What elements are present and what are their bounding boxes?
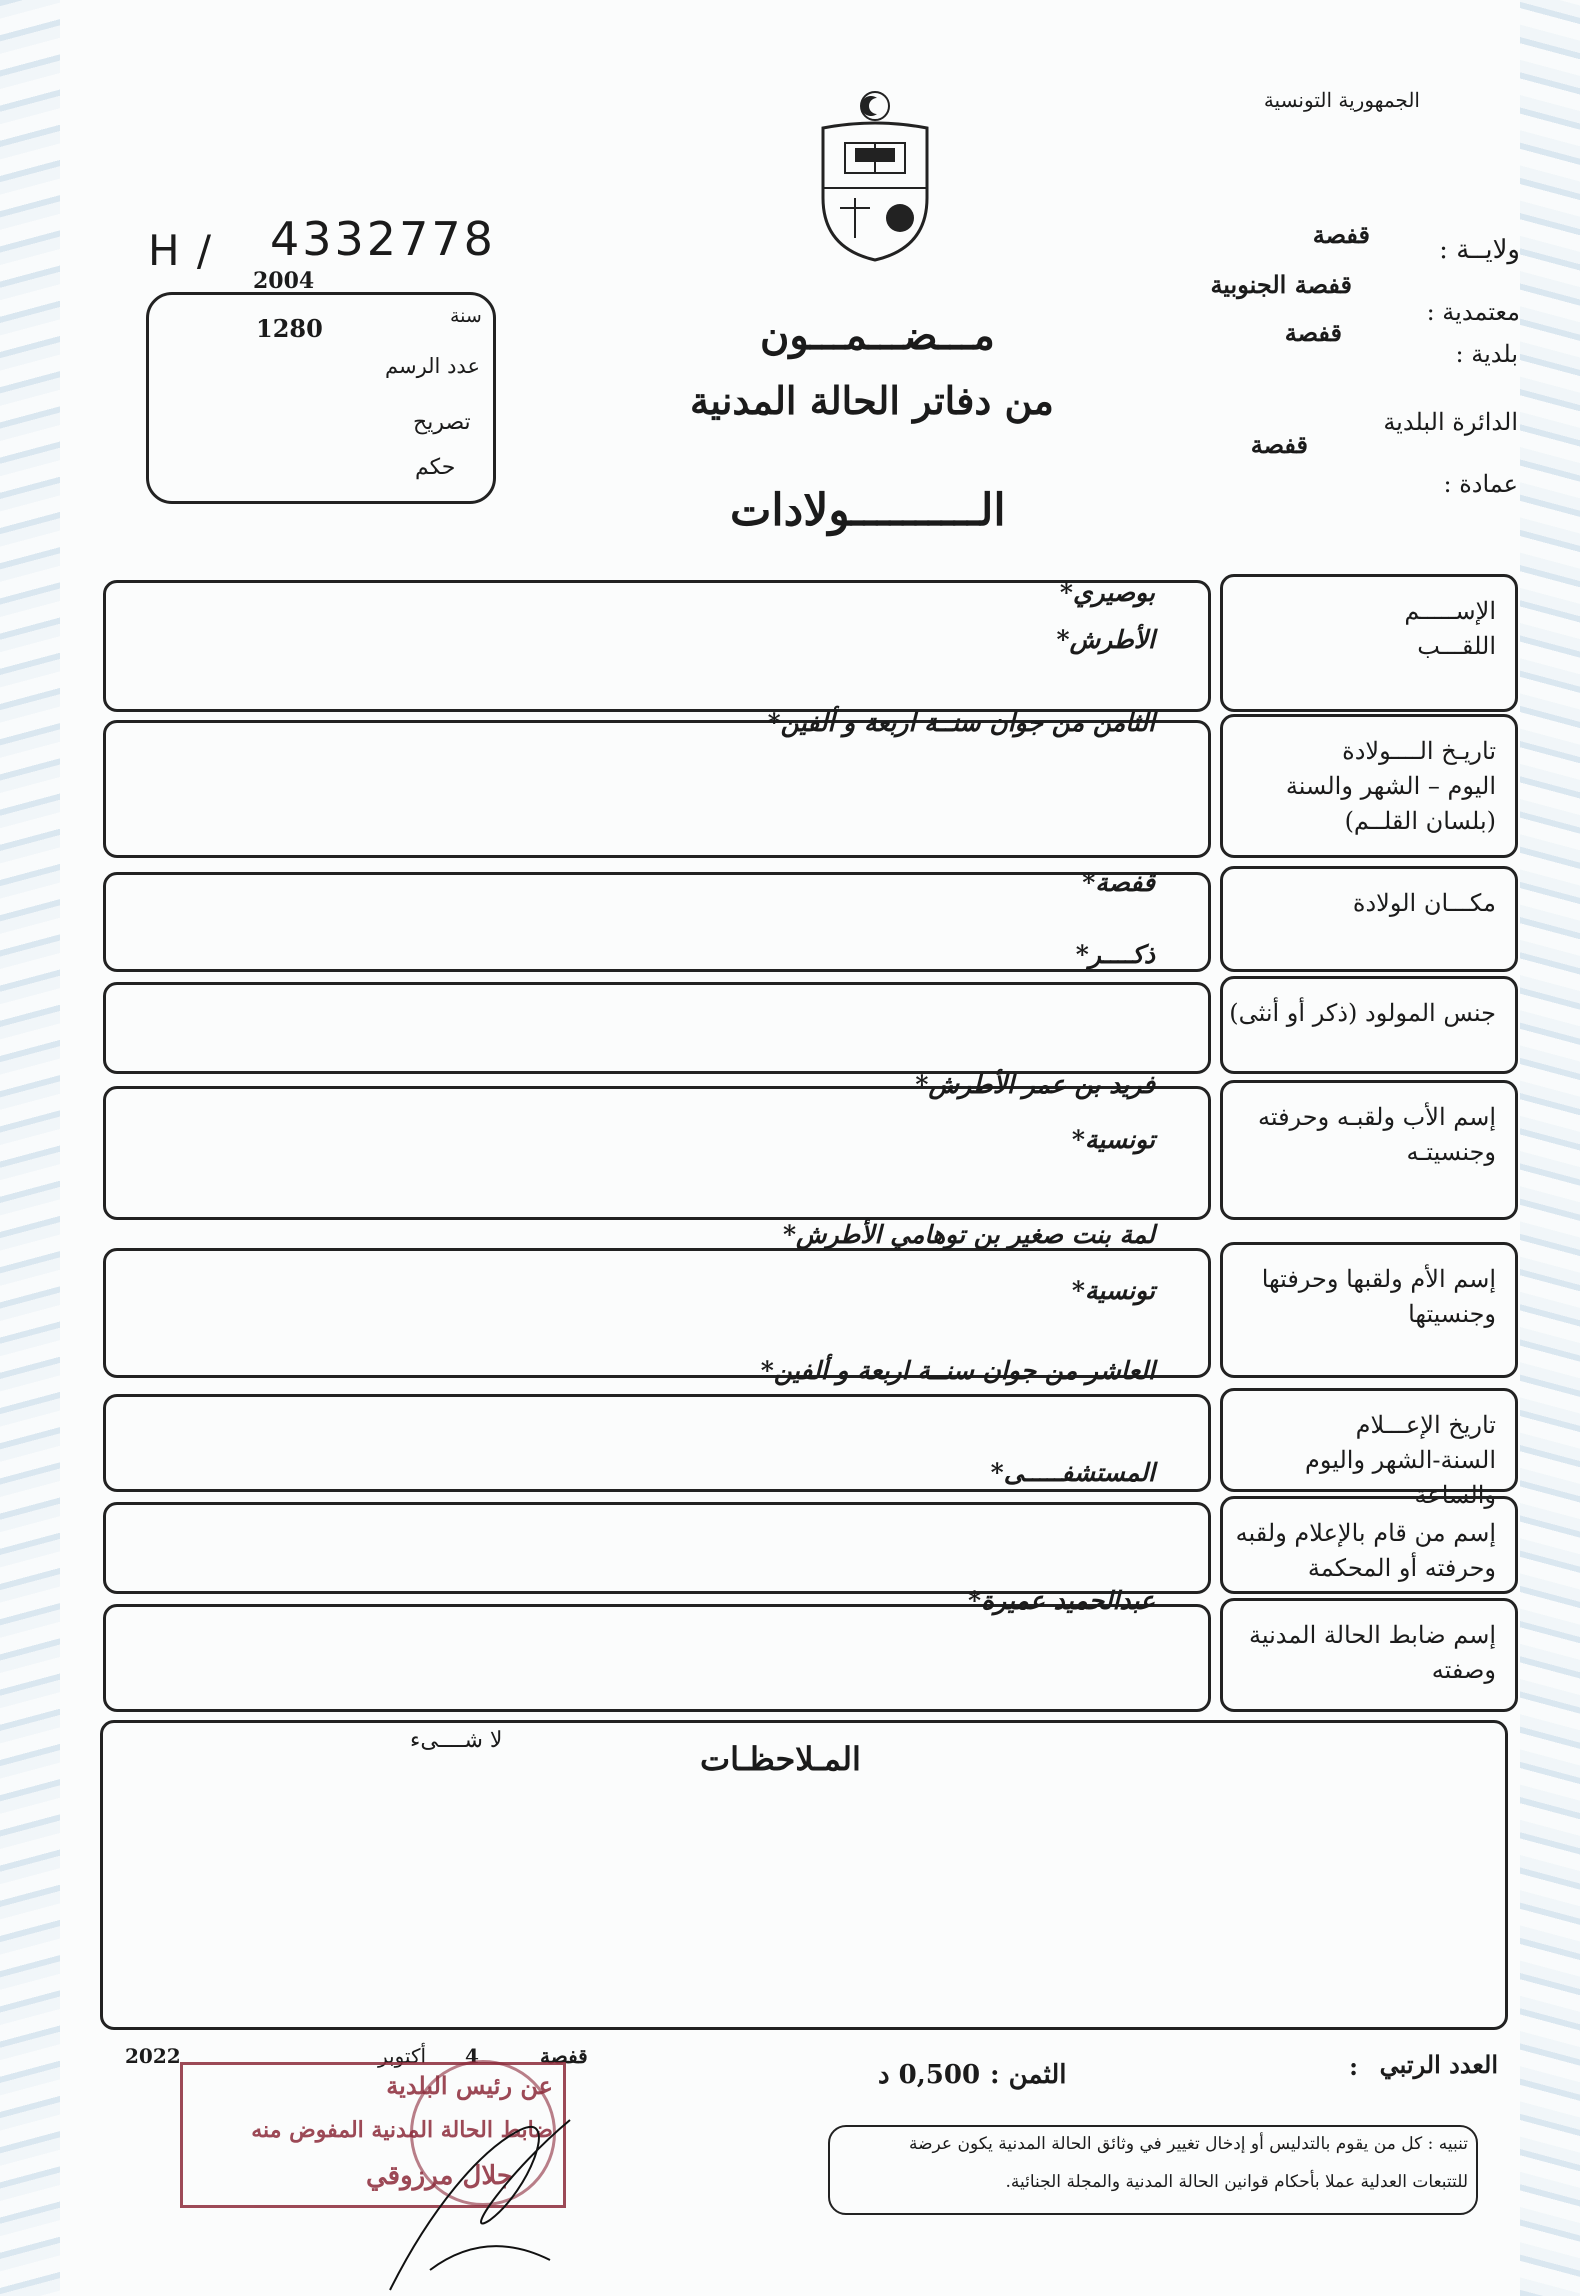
- field-value: تونسية*: [1071, 1125, 1155, 1154]
- field-label: [1226, 1516, 1496, 1586]
- warning-notice-line2: للتتبعات العدلية عملا بأحكام قوانين الحالة المدنية والمجلة الجنائية.: [1005, 2172, 1468, 2192]
- delegation-label: معتمدية :: [1426, 298, 1520, 326]
- field-value-box: [103, 1502, 1211, 1594]
- field-label-line: وصفته: [1431, 1655, 1496, 1684]
- registry-year-label: سنة: [450, 305, 482, 327]
- stamp-line3: جلال مرزوقي: [365, 2161, 513, 2191]
- field-label-line: جنس المولود (ذكر أو أنثى): [1229, 999, 1496, 1027]
- title-births: الــــــــــولادات: [730, 485, 1006, 536]
- field-value: الثامن من جوان سنــة اربعة و ألفين*: [767, 708, 1155, 737]
- municipality-value: قفصة: [1284, 318, 1342, 347]
- field-label-line: مكـــان الولادة: [1352, 889, 1496, 917]
- field-value: فريد بن عمر الأطرش*: [915, 1070, 1155, 1099]
- field-label: [1226, 1262, 1496, 1332]
- price-label: الثمن :: [990, 2060, 1067, 2090]
- field-label: [1226, 1100, 1496, 1170]
- field-value: لمة بنت صغير بن توهامي الأطرش*: [782, 1220, 1155, 1249]
- registry-number-value: 1280: [256, 314, 323, 343]
- field-label-line: تاريـخ الــــولادة: [1342, 737, 1496, 765]
- field-value-box: [103, 1604, 1211, 1712]
- serial-prefix: H /: [148, 226, 214, 275]
- field-value-box: [103, 720, 1211, 858]
- registry-judgment-label: حكم: [415, 455, 456, 480]
- field-label-line: الإســـــم: [1404, 597, 1496, 625]
- coat-of-arms-emblem: [815, 88, 935, 268]
- registry-number-label: عدد الرسم: [385, 354, 480, 378]
- field-label: [1226, 886, 1496, 921]
- field-label-line: إسم من قام بالإعلام ولقبه: [1235, 1519, 1496, 1547]
- title-civil-registers: من دفاتر الحالة المدنية: [690, 378, 1054, 423]
- field-label: [1226, 734, 1496, 838]
- field-label-line: السنة-الشهر واليوم والساعة: [1304, 1445, 1496, 1509]
- field-label-line: اليوم – الشهر والسنة: [1285, 771, 1496, 800]
- field-label-line: إسم الأم ولقبها وحرفتها: [1261, 1265, 1496, 1293]
- field-label-line: وجنسيتها: [1408, 1299, 1496, 1328]
- district-label: الدائرة البلدية: [1383, 408, 1518, 436]
- stamp-line2: ضابط الحالة المدنية المفوض منه: [251, 2117, 553, 2143]
- municipality-label: بلدية :: [1455, 340, 1518, 368]
- warning-notice-line1: تنبيه : كل من يقوم بالتدليس أو إدخال تغيير في وثائق الحالة المدنية يكون عرضة: [909, 2134, 1468, 2154]
- registry-year-value: 2004: [253, 268, 315, 294]
- republic-title: الجمهورية التونسية: [1263, 88, 1420, 112]
- field-value-box: [103, 982, 1211, 1074]
- omda-label: عمادة :: [1443, 470, 1518, 498]
- field-value: بوصيري*: [1059, 578, 1155, 607]
- field-value: ذكــــر*: [1075, 940, 1155, 969]
- footer-day: 4: [465, 2044, 479, 2068]
- wilaya-label: ولايــة :: [1439, 235, 1520, 265]
- price-value: 0,500 د: [878, 2060, 981, 2090]
- left-decorative-border: [0, 0, 60, 2296]
- field-value: المستشفـــــى*: [990, 1458, 1155, 1487]
- field-label-line: إسم ضابط الحالة المدنية: [1249, 1621, 1496, 1649]
- field-label-line: وحرفته أو المحكمة: [1307, 1553, 1496, 1582]
- field-value: العاشر من جوان سنــة اربعة و ألفين*: [760, 1356, 1155, 1385]
- signature-scribble: [370, 2090, 600, 2296]
- footer-serial-colon: :: [1349, 2052, 1358, 2081]
- stamp-line1: عن رئيس البلدية: [386, 2071, 553, 2100]
- field-label-line: (بلسان القلــم): [1344, 806, 1496, 835]
- field-label: [1226, 1618, 1496, 1688]
- registry-declaration-label: تصريح: [413, 410, 471, 435]
- field-value: عبدالحميد عميرة*: [968, 1586, 1155, 1615]
- wilaya-value: قفصة: [1312, 220, 1370, 249]
- field-value-box: [103, 1086, 1211, 1220]
- remarks-value: لا شــــىء: [410, 1728, 503, 1753]
- footer-place: قفصة: [540, 2044, 588, 2068]
- footer-year: 2022: [125, 2044, 181, 2068]
- field-label-line: اللقـــب: [1417, 631, 1496, 660]
- footer-month: أكتوبر: [378, 2044, 427, 2068]
- field-value: قفصة*: [1082, 868, 1155, 897]
- field-label-line: تاريخ الإعـــلام: [1355, 1411, 1496, 1439]
- remarks-title: المـلاحظـات: [700, 1740, 861, 1778]
- field-value-box: [103, 580, 1211, 712]
- field-label: [1226, 996, 1496, 1031]
- title-extract: مـــضـــمـــون: [760, 312, 995, 359]
- field-value-box: [103, 872, 1211, 972]
- field-label-line: وجنسيتـه: [1406, 1137, 1496, 1166]
- serial-number: 4332778: [270, 212, 496, 266]
- footer-serial-label: العدد الرتبي: [1379, 2050, 1498, 2079]
- field-label-line: إسم الأب ولقبـه وحرفته: [1257, 1103, 1496, 1131]
- district-value: قفصة: [1250, 430, 1308, 459]
- delegation-value: قفصة الجنوبية: [1210, 270, 1352, 299]
- field-value: تونسية*: [1071, 1276, 1155, 1305]
- right-decorative-border: [1520, 0, 1580, 2296]
- field-label: [1226, 594, 1496, 664]
- field-value: الأطرش*: [1056, 625, 1155, 654]
